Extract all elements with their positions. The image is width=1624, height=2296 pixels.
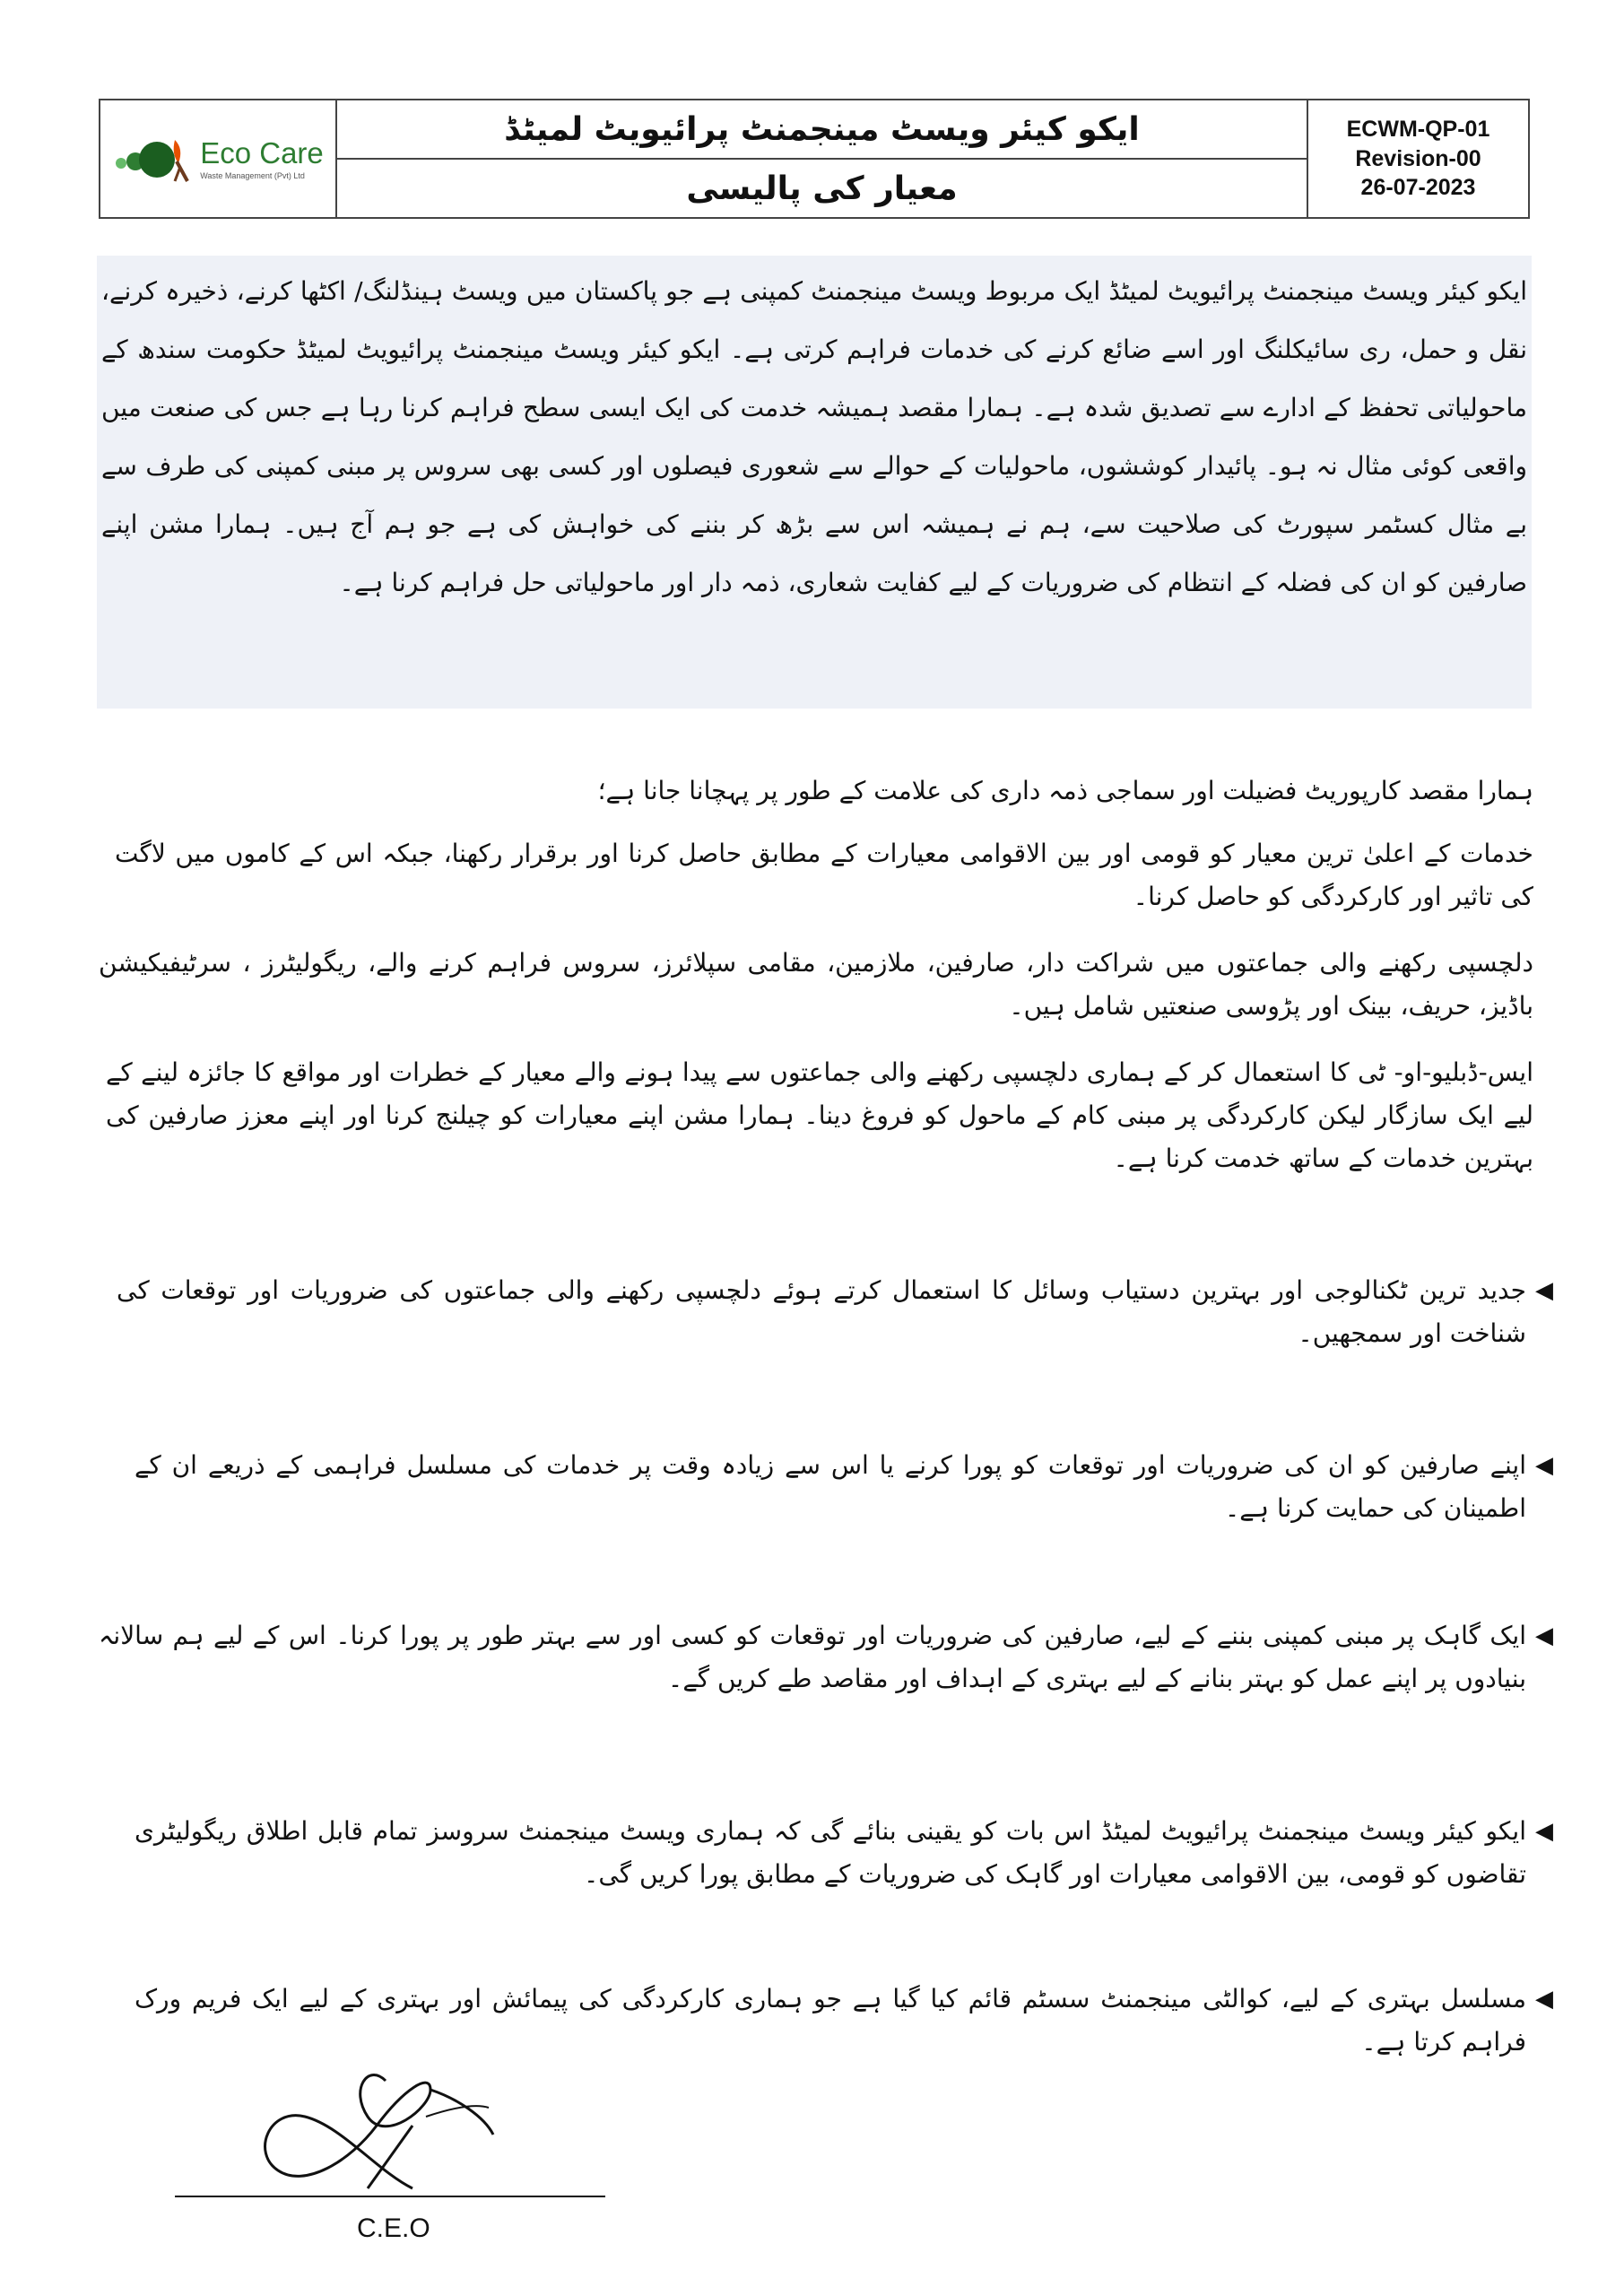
document-header — [99, 99, 1530, 219]
arrow-left-icon: ◀ — [1535, 1452, 1553, 1479]
eco-care-logo-icon — [112, 127, 193, 190]
list-item-text: اپنے صارفین کو ان کی ضروریات اور توقعات کو پورا کرنے یا اس سے زیادہ وقت پر خدمات کی مسلسل فراہمی کے ذریعے ان کے اطمینان کی حمایت کرنا ہے۔ — [135, 1450, 1526, 1523]
paragraph-swot: ایس-ڈبلیو-او- ٹی کا استعمال کر کے ہماری دلچسپی رکھنے والی جماعتوں سے پیدا ہونے والے معیار کے خطرات اور مواقع کا جائزہ لینے کے لیے ایک سازگار لیکن کارکردگی پر مبنی کام کے ماحول کو فروغ دینا۔ ہمارا مشن اپنے معیارات کو چیلنج کرنا اور اپنے معزز صارفین کی بہترین خدمات کے ساتھ خدمت کرنا ہے۔ — [106, 1057, 1533, 1173]
paragraph-standards: خدمات کے اعلیٰ ترین معیار کو قومی اور بین الاقوامی معیارات کے مطابق حاصل کرنا اور برقرار رکھنا، جبکہ اس کے کاموں میں لاگت کی تاثیر اور کارکردگی کو حاصل کرنا۔ — [115, 839, 1533, 911]
ceo-signature — [251, 2054, 502, 2206]
list-item — [99, 1614, 1562, 1700]
document-code: ECWM-QP-01 — [1346, 117, 1490, 143]
list-item-text: جدید ترین ٹکنالوجی اور بہترین دستیاب وسائل کا استعمال کرتے ہوئے دلچسپی رکھنے والی جماعتوں کی ضروریات اور توقعات کی شناخت اور سمجھیں۔ — [117, 1275, 1526, 1348]
list-item — [135, 1978, 1562, 2064]
company-logo — [112, 127, 324, 190]
list-item-text: مسلسل بہتری کے لیے، کوالٹی مینجمنٹ سسٹم قائم کیا گیا ہے جو ہماری کارکردگی کی پیمائش اور بہتری کے لیے ایک فریم ورک فراہم کرتا ہے۔ — [135, 1984, 1526, 2057]
list-item — [117, 1269, 1562, 1355]
list-item — [135, 1810, 1562, 1896]
list-item-text: ایکو کیئر ویسٹ مینجمنٹ پرائیویٹ لمیٹڈ اس بات کو یقینی بنائے گی کہ ہماری ویسٹ مینجمنٹ سروسز تمام قابل اطلاق ریگولیٹری تقاضوں کو قومی، بین الاقوامی معیارات اور گاہک کی ضروریات کے مطابق پورا کریں گی۔ — [135, 1816, 1526, 1889]
intro-paragraph: ایکو کیئر ویسٹ مینجمنٹ پرائیویٹ لمیٹڈ ایک مربوط ویسٹ مینجمنٹ کمپنی ہے جو پاکستان میں ویسٹ ہینڈلنگ/ اکٹھا کرنے، ذخیرہ کرنے، نقل و حمل، ری سائیکلنگ اور اسے ضائع کرنے کی خدمات فراہم کرتی ہے۔ ایکو کیئر ویسٹ مینجمنٹ پرائیویٹ لمیٹڈ حکومت سندھ کے ماحولیاتی تحفظ کے ادارے سے تصدیق شدہ ہے۔ ہمارا مقصد ہمیشہ خدمت کی ایک ایسی سطح فراہم کرنا رہا ہے جس کی صنعت میں واقعی کوئی مثال نہ ہو۔ پائیدار کوششوں، ماحولیات کے حوالے سے شعوری فیصلوں اور کسی بھی سروس پر مبنی کمپنی کی طرف سے بے مثال کسٹمر سپورٹ کی صلاحیت سے، ہم نے ہمیشہ اس سے بڑھ کر بننے کی خواہش کی ہے جو ہم آج ہیں۔ ہمارا مشن اپنے صارفین کو ان کی فضلہ کے انتظام کی ضروریات کے لیے کفایت شعاری، ذمہ دار اور ماحولیاتی حل فراہم کرنا ہے۔ — [101, 276, 1527, 597]
signature-line — [175, 2196, 605, 2197]
list-item — [135, 1444, 1562, 1530]
title-cell — [337, 100, 1308, 217]
paragraph-interested-parties: دلچسپی رکھنے والی جماعتوں میں شراکت دار، صارفین، ملازمین، مقامی سپلائرز، سروس فراہم کرنے والے، ریگولیٹرز ، سرٹیفیکیشن باڈیز، حریف، بینک اور پڑوسی صنعتیں شامل ہیں۔ — [99, 948, 1533, 1021]
paragraph-purpose: ہمارا مقصد کارپوریٹ فضیلت اور سماجی ذمہ داری کی علامت کے طور پر پہچانا جانا ہے؛ — [597, 776, 1533, 805]
company-name: ایکو کیئر ویسٹ مینجمنٹ پرائیویٹ لمیٹڈ — [337, 100, 1307, 160]
list-item-text: ایک گاہک پر مبنی کمپنی بننے کے لیے، صارفین کی ضروریات اور توقعات کو کسی اور سے بہتر طور پر پورا کرنا۔ اس کے لیے ہم سالانہ بنیادوں پر اپنے عمل کو بہتر بنانے کے لیے بہتری کے اہداف اور مقاصد طے کریں گے۔ — [99, 1621, 1526, 1693]
logo-subtitle: Waste Management (Pvt) Ltd — [200, 170, 305, 180]
arrow-left-icon: ◀ — [1535, 1818, 1553, 1845]
arrow-left-icon: ◀ — [1535, 1622, 1553, 1649]
document-meta — [1308, 100, 1528, 217]
logo-cell — [100, 100, 337, 217]
document-date: 26-07-2023 — [1360, 175, 1476, 201]
document-title: معیار کی پالیسی — [686, 170, 958, 207]
logo-name: Eco Care — [200, 135, 324, 170]
document-revision: Revision-00 — [1355, 145, 1481, 171]
arrow-left-icon: ◀ — [1535, 1277, 1553, 1304]
arrow-left-icon: ◀ — [1535, 1986, 1553, 2013]
signature-role: C.E.O — [357, 2213, 430, 2243]
